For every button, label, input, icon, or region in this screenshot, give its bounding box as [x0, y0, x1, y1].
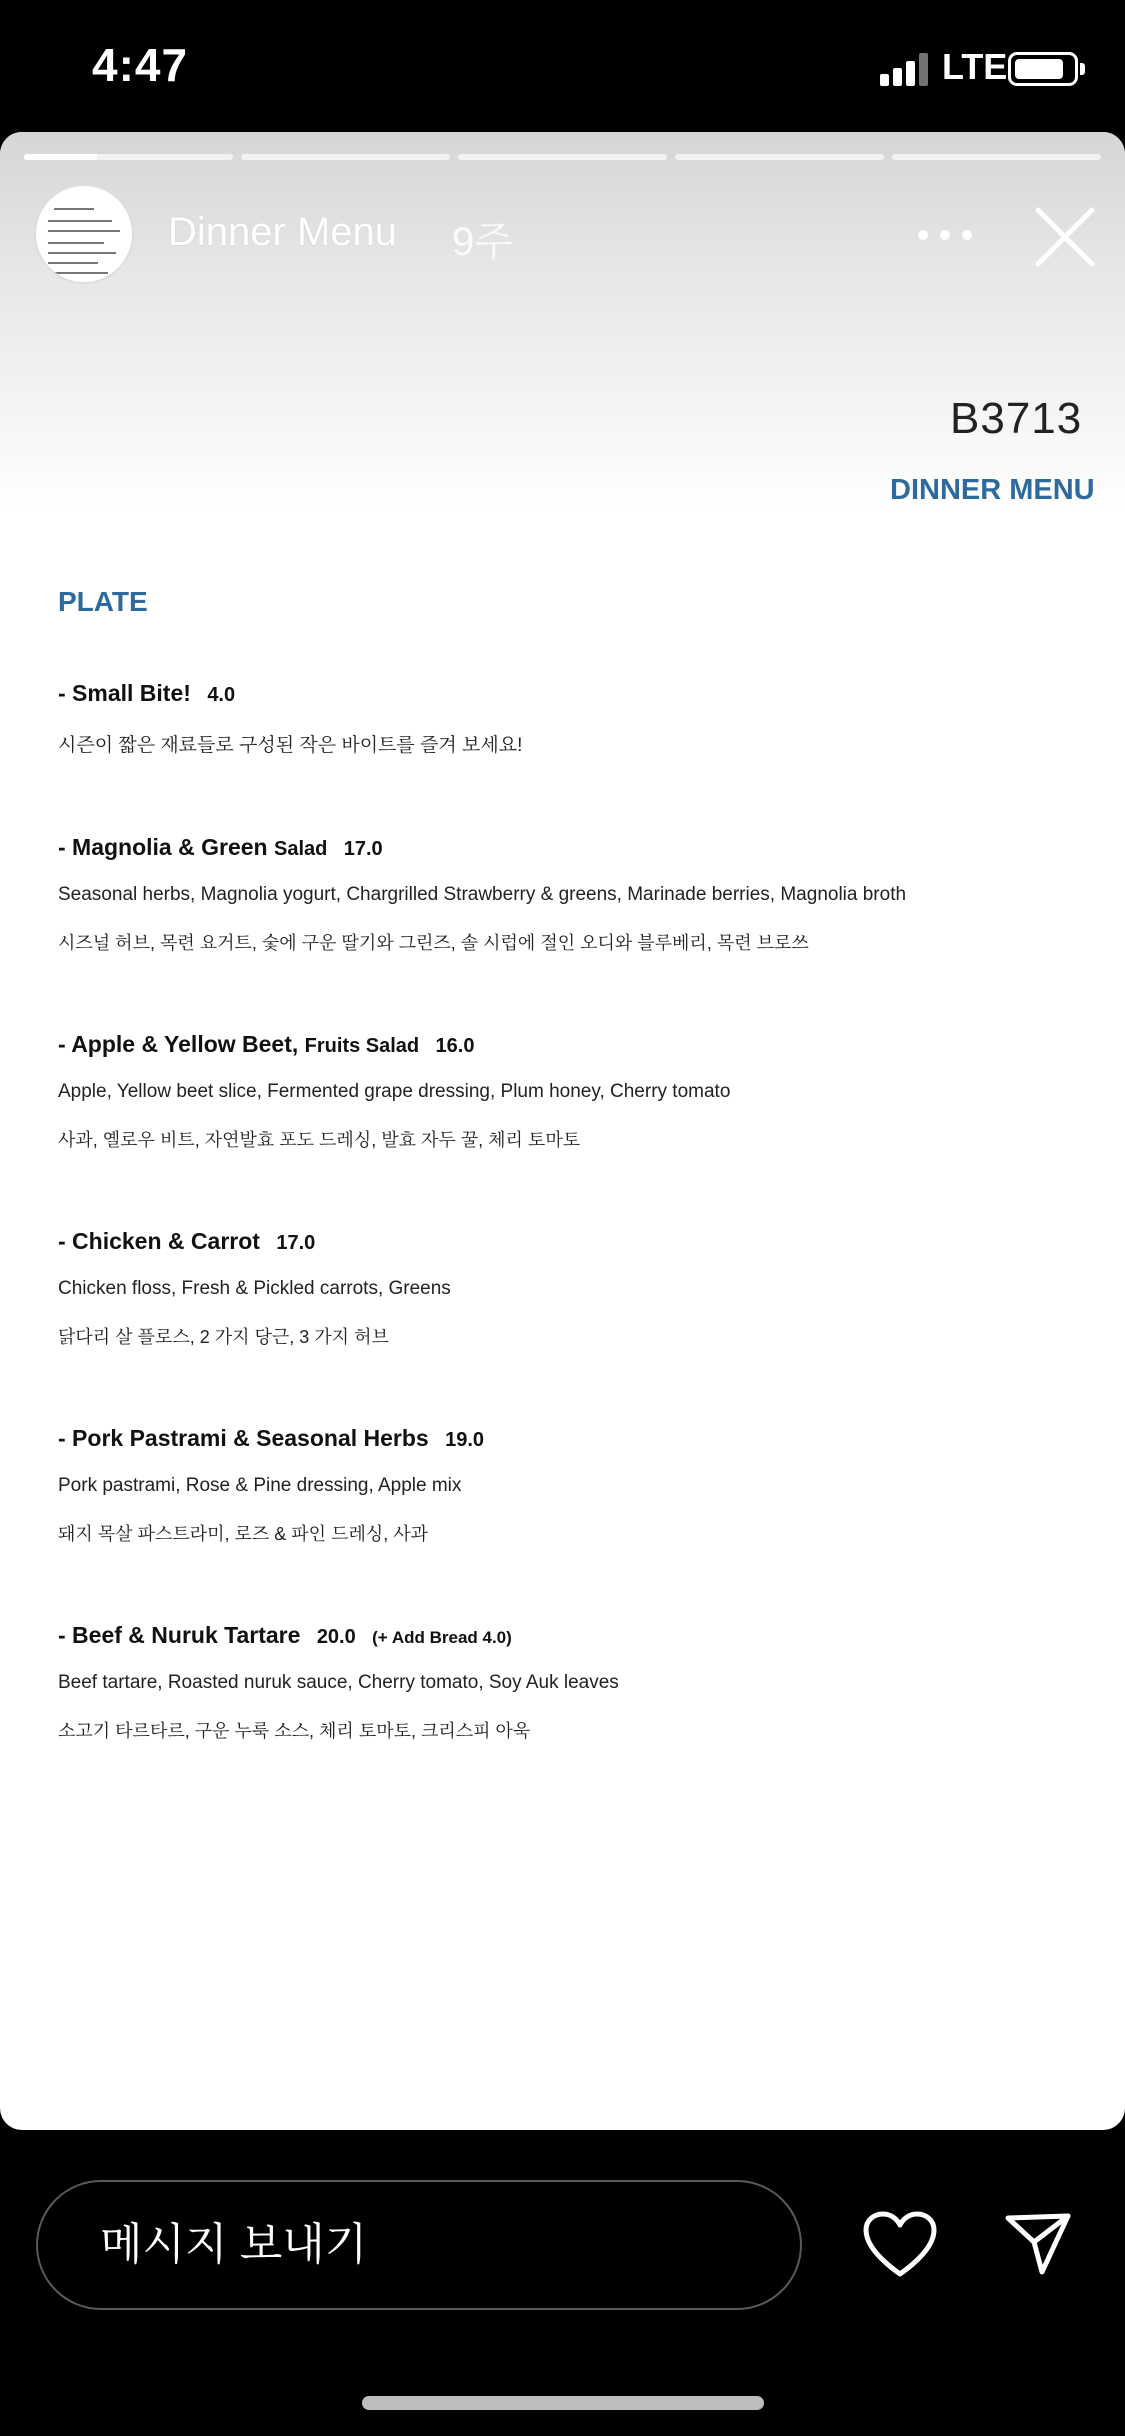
item-name-row: [58, 1031, 730, 1058]
home-indicator: [362, 2396, 764, 2410]
progress-segment-fill: [24, 154, 97, 160]
progress-segment: [24, 154, 233, 160]
item-price: 19.0: [445, 1429, 485, 1451]
item-description-en: Pork pastrami, Rose & Pine dressing, Apple mix: [58, 1475, 462, 1496]
item-name: - Magnolia & Green: [58, 834, 268, 860]
document-heading: DINNER MENU: [890, 474, 1095, 506]
item-description-ko: 사과, 옐로우 비트, 자연발효 포도 드레싱, 발효 자두 꿀, 체리 토마토: [58, 1130, 581, 1150]
item-name-row: [58, 680, 522, 707]
heart-icon[interactable]: [862, 2210, 938, 2280]
progress-segment: [458, 154, 667, 160]
item-name: - Beef & Nuruk Tartare: [58, 1622, 301, 1648]
item-name-row: [58, 1622, 619, 1649]
item-name: - Small Bite!: [58, 680, 191, 706]
battery-nub: [1080, 63, 1085, 75]
network-type: LTE: [942, 46, 1008, 87]
story-header-shade: [0, 132, 1125, 512]
item-addon: (+ Add Bread 4.0): [372, 1628, 512, 1647]
section-title: PLATE: [58, 586, 148, 617]
item-name-row: [58, 834, 906, 861]
story-age: 9주: [452, 220, 513, 264]
item-name-row: [58, 1228, 451, 1255]
item-description-en: Beef tartare, Roasted nuruk sauce, Cherry tomato, Soy Auk leaves: [58, 1672, 619, 1693]
item-description-ko: 소고기 타르타르, 구운 누룩 소스, 체리 토마토, 크리스피 아욱: [58, 1721, 531, 1741]
story-title[interactable]: Dinner Menu: [168, 210, 398, 254]
item-description-en: Apple, Yellow beet slice, Fermented grape dressing, Plum honey, Cherry tomato: [58, 1081, 731, 1102]
menu-item: [58, 1622, 619, 1743]
item-price: 17.0: [343, 838, 383, 860]
item-price: 17.0: [276, 1232, 316, 1254]
item-name: - Chicken & Carrot: [58, 1228, 260, 1254]
item-name-row: [58, 1425, 484, 1452]
item-description-ko: 닭다리 살 플로스, 2 가지 당근, 3 가지 허브: [58, 1327, 389, 1347]
status-time: 4:47: [92, 39, 189, 91]
story-progress-bar: [24, 154, 1101, 160]
item-price: 4.0: [207, 684, 236, 706]
story-viewer[interactable]: [0, 132, 1125, 2130]
item-description: 시즌이 짧은 재료들로 구성된 작은 바이트를 즐겨 보세요!: [58, 735, 523, 756]
progress-segment: [892, 154, 1101, 160]
menu-item: [58, 1425, 484, 1546]
more-horizontal-icon[interactable]: [918, 228, 972, 242]
item-name-suffix: Salad: [273, 838, 328, 860]
item-description-ko: 시즈널 허브, 목련 요거트, 숯에 구운 딸기와 그린즈, 솔 시럽에 절인 오디와 블루베리, 목련 브로쓰: [58, 933, 809, 953]
item-name: - Pork Pastrami & Seasonal Herbs: [58, 1425, 429, 1451]
brand-logo-text: B3713: [950, 394, 1083, 443]
progress-segment: [675, 154, 884, 160]
close-icon[interactable]: [1032, 204, 1098, 270]
status-bar: [0, 0, 1125, 132]
item-name: - Apple & Yellow Beet,: [58, 1031, 299, 1057]
cellular-signal-icon: [880, 52, 930, 86]
reply-bar: [0, 2130, 1125, 2436]
item-price: 16.0: [435, 1035, 475, 1057]
battery-icon: [1008, 52, 1078, 86]
menu-item: [58, 834, 906, 955]
progress-segment: [241, 154, 450, 160]
menu-item: [58, 1228, 451, 1349]
message-input[interactable]: 메시지 보내기: [36, 2180, 802, 2310]
item-description-en: Seasonal herbs, Magnolia yogurt, Chargrilled Strawberry & greens, Marinade berries, Magnolia broth: [58, 884, 907, 905]
avatar[interactable]: [36, 186, 132, 282]
menu-item: [58, 1031, 730, 1152]
send-icon[interactable]: [1002, 2208, 1074, 2280]
item-description-en: Chicken floss, Fresh & Pickled carrots, Greens: [58, 1278, 451, 1299]
item-price: 20.0: [316, 1626, 356, 1648]
item-description-ko: 돼지 목살 파스트라미, 로즈 & 파인 드레싱, 사과: [58, 1524, 428, 1544]
item-name-suffix: Fruits Salad: [304, 1035, 420, 1057]
menu-item: [58, 680, 522, 757]
